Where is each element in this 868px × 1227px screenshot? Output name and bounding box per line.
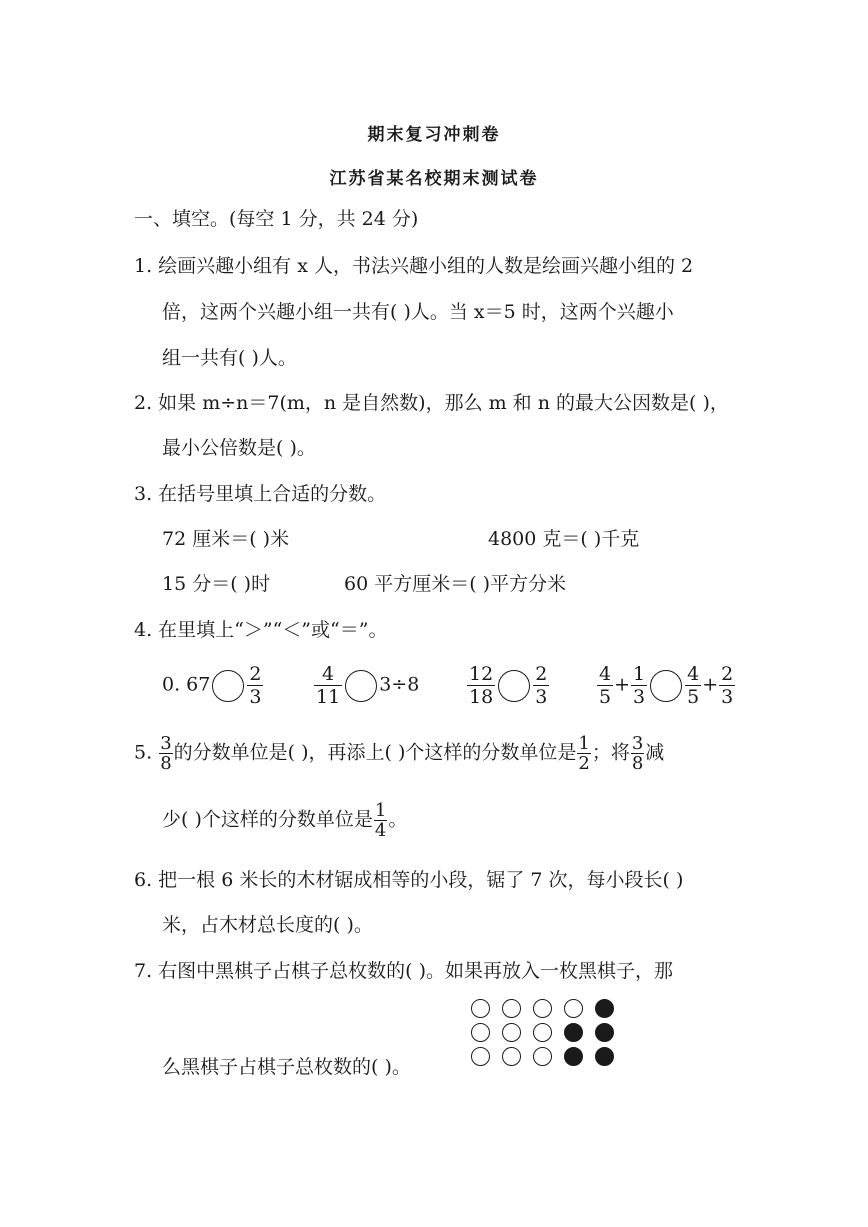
fraction: $\frac{2}{3}$ bbox=[535, 663, 548, 708]
white-piece bbox=[471, 1023, 490, 1042]
q3-stem: 3. 在括号里填上合适的分数。 bbox=[134, 483, 387, 505]
q6-line2: 米，占木材总长度的( )。 bbox=[162, 914, 373, 936]
q6-line1: 6. 把一根 6 米长的木材锯成相等的小段，锯了 7 次，每小段长( ) bbox=[134, 869, 684, 891]
q5-line2 bbox=[162, 801, 407, 840]
q3-item-c: 15 分＝( )时 bbox=[162, 573, 271, 595]
fraction: $\frac{1}{4}$ bbox=[374, 800, 387, 841]
q5-line1 bbox=[134, 734, 664, 773]
black-piece bbox=[595, 1047, 614, 1066]
white-piece bbox=[502, 1023, 521, 1042]
white-piece bbox=[533, 999, 552, 1018]
plus-sign: + bbox=[702, 673, 719, 696]
black-piece bbox=[595, 999, 614, 1018]
q5-text2: ；将 bbox=[591, 741, 630, 764]
q5-line2a: 少( )个这样的分数单位是 bbox=[162, 808, 373, 831]
q5-number: 5. bbox=[134, 741, 153, 764]
fraction: $\frac{2}{3}$ bbox=[249, 663, 262, 708]
q1-line3: 组一共有( )人。 bbox=[162, 347, 297, 369]
fraction: $\frac{3}{8}$ bbox=[631, 733, 644, 774]
exam-subtitle: 江苏省某名校期末测试卷 bbox=[329, 169, 539, 189]
compare-circle[interactable] bbox=[498, 670, 530, 702]
q4-compare-1 bbox=[162, 663, 264, 708]
white-piece bbox=[471, 999, 490, 1018]
section-heading: 一、填空。(每空 1 分，共 24 分) bbox=[134, 208, 419, 230]
fraction: $\frac{4}{5}$ bbox=[599, 663, 612, 708]
black-piece bbox=[564, 1023, 583, 1042]
fraction: $\frac{3}{8}$ bbox=[160, 733, 172, 774]
exam-title: 期末复习冲刺卷 bbox=[367, 125, 501, 145]
fraction: $\frac{12}{18}$ bbox=[469, 663, 494, 708]
compare-circle[interactable] bbox=[212, 670, 244, 702]
q4-c1-left: 0. 67 bbox=[162, 673, 211, 696]
q4-compare-3 bbox=[466, 663, 550, 708]
compare-circle[interactable] bbox=[650, 670, 682, 702]
fraction: $\frac{4}{5}$ bbox=[687, 663, 700, 708]
q5-line2b: 。 bbox=[388, 808, 408, 831]
q4-compare-4 bbox=[596, 663, 736, 708]
white-piece bbox=[533, 1047, 552, 1066]
chess-pieces-figure bbox=[471, 999, 621, 1071]
white-piece bbox=[502, 1047, 521, 1066]
q3-item-b: 4800 克＝( )千克 bbox=[488, 528, 640, 550]
q1-line2: 倍，这两个兴趣小组一共有( )人。当 x＝5 时，这两个兴趣小 bbox=[162, 301, 674, 323]
q4-compare-2 bbox=[313, 663, 419, 708]
white-piece bbox=[502, 999, 521, 1018]
q2-line2: 最小公倍数是( )。 bbox=[162, 437, 316, 459]
plus-sign: + bbox=[614, 673, 631, 696]
fraction: $\frac{2}{3}$ bbox=[721, 663, 734, 708]
compare-circle[interactable] bbox=[345, 670, 377, 702]
black-piece bbox=[595, 1023, 614, 1042]
q3-item-a: 72 厘米＝( )米 bbox=[162, 528, 290, 550]
q7-line1: 7. 右图中黑棋子占棋子总枚数的( )。如果再放入一枚黑棋子，那 bbox=[134, 960, 674, 982]
fraction: $\frac{1}{2}$ bbox=[578, 733, 590, 774]
white-piece bbox=[533, 1023, 552, 1042]
q4-c2-right: 3÷8 bbox=[379, 673, 420, 696]
white-piece bbox=[471, 1047, 490, 1066]
fraction: $\frac{4}{11}$ bbox=[316, 663, 341, 708]
q2-line1: 2. 如果 m÷n＝7(m，n 是自然数)，那么 m 和 n 的最大公因数是( )， bbox=[134, 392, 729, 414]
white-piece bbox=[564, 999, 583, 1018]
q4-stem: 4. 在里填上“＞”“＜”或“＝”。 bbox=[134, 619, 388, 641]
fraction: $\frac{1}{3}$ bbox=[633, 663, 646, 708]
black-piece bbox=[564, 1047, 583, 1066]
q1-line1: 1. 绘画兴趣小组有 x 人，书法兴趣小组的人数是绘画兴趣小组的 2 bbox=[134, 255, 694, 277]
q3-item-d: 60 平方厘米＝( )平方分米 bbox=[344, 573, 567, 595]
q5-text3: 减 bbox=[645, 741, 665, 764]
q7-line2: 么黑棋子占棋子总枚数的( )。 bbox=[162, 1056, 411, 1078]
q5-text1: 的分数单位是( )，再添上( )个这样的分数单位是 bbox=[173, 741, 577, 764]
